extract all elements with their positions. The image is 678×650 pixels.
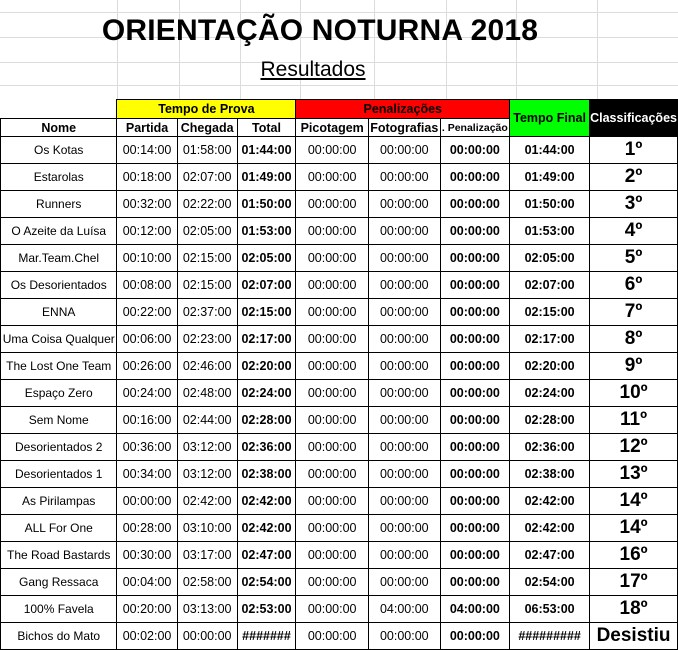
penalizacao-cell: 00:00:00 (440, 299, 510, 326)
picotagem-cell: 00:00:00 (296, 191, 369, 218)
table-row (1, 515, 678, 542)
table-row (1, 353, 678, 380)
classificacao-cell: 12º (590, 434, 678, 461)
header-tempo-final: Tempo Final (510, 100, 590, 137)
total-cell: 02:42:00 (237, 515, 296, 542)
tempo-final-cell: 02:24:00 (510, 380, 590, 407)
partida-cell: 00:14:00 (117, 137, 177, 164)
partida-cell: 00:12:00 (117, 218, 177, 245)
group-header-row (1, 100, 678, 119)
table-row (1, 218, 678, 245)
total-cell: 02:42:00 (237, 488, 296, 515)
classificacao-cell: 14º (590, 488, 678, 515)
picotagem-cell: 00:00:00 (296, 407, 369, 434)
total-cell: 02:47:00 (237, 542, 296, 569)
partida-cell: 00:00:00 (117, 488, 177, 515)
table-row (1, 326, 678, 353)
picotagem-cell: 00:00:00 (296, 380, 369, 407)
header-nome: Nome (1, 119, 117, 137)
total-cell: 02:20:00 (237, 353, 296, 380)
classificacao-cell: 18º (590, 596, 678, 623)
total-cell: 02:38:00 (237, 461, 296, 488)
classificacao-cell: Desistiu (590, 623, 678, 650)
chegada-cell: 00:00:00 (177, 623, 237, 650)
total-cell: 02:24:00 (237, 380, 296, 407)
team-name-cell: Gang Ressaca (1, 569, 117, 596)
total-cell: 02:36:00 (237, 434, 296, 461)
total-cell: 02:54:00 (237, 569, 296, 596)
table-row (1, 272, 678, 299)
team-name-cell: Estarolas (1, 164, 117, 191)
fotografias-cell: 00:00:00 (368, 569, 440, 596)
tempo-final-cell: 02:28:00 (510, 407, 590, 434)
chegada-cell: 02:05:00 (177, 218, 237, 245)
chegada-cell: 02:15:00 (177, 272, 237, 299)
picotagem-cell: 00:00:00 (296, 137, 369, 164)
tempo-final-cell: 01:53:00 (510, 218, 590, 245)
fotografias-cell: 00:00:00 (368, 272, 440, 299)
team-name-cell: Bichos do Mato (1, 623, 117, 650)
penalizacao-cell: 00:00:00 (440, 434, 510, 461)
header-fotografias: Fotografias (370, 120, 439, 135)
fotografias-cell: 00:00:00 (368, 623, 440, 650)
penalizacao-cell: 00:00:00 (440, 218, 510, 245)
chegada-cell: 02:07:00 (177, 164, 237, 191)
picotagem-cell: 00:00:00 (296, 353, 369, 380)
team-name-cell: Desorientados 1 (1, 461, 117, 488)
table-row (1, 407, 678, 434)
partida-cell: 00:02:00 (117, 623, 177, 650)
blank-cell (1, 100, 117, 119)
classificacao-cell: 16º (590, 542, 678, 569)
picotagem-cell: 00:00:00 (296, 488, 369, 515)
partida-cell: 00:26:00 (117, 353, 177, 380)
team-name-cell: Desorientados 2 (1, 434, 117, 461)
penalizacao-cell: 00:00:00 (440, 272, 510, 299)
fotografias-cell: 00:00:00 (368, 299, 440, 326)
tempo-final-cell: 02:17:00 (510, 326, 590, 353)
table-row (1, 137, 678, 164)
picotagem-cell: 00:00:00 (296, 272, 369, 299)
partida-cell: 00:22:00 (117, 299, 177, 326)
total-cell: 01:44:00 (237, 137, 296, 164)
table-row (1, 569, 678, 596)
penalizacao-cell: 00:00:00 (440, 407, 510, 434)
picotagem-cell: 00:00:00 (296, 596, 369, 623)
tempo-final-cell: 01:49:00 (510, 164, 590, 191)
table-row (1, 380, 678, 407)
penalizacao-cell: 00:00:00 (440, 245, 510, 272)
picotagem-cell: 00:00:00 (296, 326, 369, 353)
total-cell: ####### (237, 623, 296, 650)
classificacao-cell: 3º (590, 191, 678, 218)
chegada-cell: 03:12:00 (177, 461, 237, 488)
tempo-final-cell: 02:54:00 (510, 569, 590, 596)
classificacao-cell: 7º (590, 299, 678, 326)
chegada-cell: 03:17:00 (177, 542, 237, 569)
penalizacao-cell: 00:00:00 (440, 353, 510, 380)
header-chegada: Chegada (177, 119, 237, 137)
total-cell: 02:17:00 (237, 326, 296, 353)
total-cell: 02:05:00 (237, 245, 296, 272)
fotografias-cell: 00:00:00 (368, 515, 440, 542)
chegada-cell: 03:13:00 (177, 596, 237, 623)
chegada-cell: 02:15:00 (177, 245, 237, 272)
picotagem-cell: 00:00:00 (296, 623, 369, 650)
partida-cell: 00:16:00 (117, 407, 177, 434)
sheet-gridline (0, 85, 678, 86)
penalizacao-cell: 00:00:00 (440, 380, 510, 407)
classificacao-cell: 4º (590, 218, 678, 245)
fotografias-cell: 00:00:00 (368, 407, 440, 434)
team-name-cell: ALL For One (1, 515, 117, 542)
penalizacao-cell: 00:00:00 (440, 515, 510, 542)
chegada-cell: 02:58:00 (177, 569, 237, 596)
classificacao-cell: 10º (590, 380, 678, 407)
classificacao-cell: 17º (590, 569, 678, 596)
partida-cell: 00:06:00 (117, 326, 177, 353)
total-cell: 02:15:00 (237, 299, 296, 326)
team-name-cell: The Road Bastards (1, 542, 117, 569)
partida-cell: 00:08:00 (117, 272, 177, 299)
chegada-cell: 03:10:00 (177, 515, 237, 542)
picotagem-cell: 00:00:00 (296, 164, 369, 191)
team-name-cell: Os Desorientados (1, 272, 117, 299)
fotografias-cell: 00:00:00 (368, 434, 440, 461)
table-row (1, 488, 678, 515)
picotagem-cell: 00:00:00 (296, 515, 369, 542)
chegada-cell: 02:48:00 (177, 380, 237, 407)
total-cell: 02:28:00 (237, 407, 296, 434)
partida-cell: 00:18:00 (117, 164, 177, 191)
chegada-cell: 03:12:00 (177, 434, 237, 461)
chegada-cell: 01:58:00 (177, 137, 237, 164)
partida-cell: 00:32:00 (117, 191, 177, 218)
partida-cell: 00:36:00 (117, 434, 177, 461)
picotagem-cell: 00:00:00 (296, 542, 369, 569)
classificacao-cell: 8º (590, 326, 678, 353)
picotagem-cell: 00:00:00 (296, 218, 369, 245)
fotografias-cell: 04:00:00 (368, 596, 440, 623)
classificacao-cell: 1º (590, 137, 678, 164)
chegada-cell: 02:46:00 (177, 353, 237, 380)
fotografias-cell: 00:00:00 (368, 488, 440, 515)
penalizacao-cell: 00:00:00 (440, 542, 510, 569)
tempo-final-cell: 02:05:00 (510, 245, 590, 272)
team-name-cell: O Azeite da Luísa (1, 218, 117, 245)
fotografias-cell: 00:00:00 (368, 542, 440, 569)
fotografias-cell: 00:00:00 (368, 218, 440, 245)
page-subtitle: Resultados (260, 58, 366, 81)
team-name-cell: Os Kotas (1, 137, 117, 164)
group-penalizacoes: Penalizações (296, 100, 510, 119)
classificacao-cell: 5º (590, 245, 678, 272)
tempo-final-cell: 02:42:00 (510, 515, 590, 542)
picotagem-cell: 00:00:00 (296, 299, 369, 326)
header-classificacoes: Classificações (590, 100, 678, 137)
penalizacao-cell: 00:00:00 (440, 137, 510, 164)
header-total: Total (237, 119, 296, 137)
page-title: ORIENTAÇÃO NOTURNA 2018 (101, 14, 539, 47)
tempo-final-cell: 01:44:00 (510, 137, 590, 164)
team-name-cell: ENNA (1, 299, 117, 326)
fotografias-cell: 00:00:00 (368, 164, 440, 191)
total-cell: 01:49:00 (237, 164, 296, 191)
tempo-final-cell: 02:20:00 (510, 353, 590, 380)
table-row (1, 623, 678, 650)
chegada-cell: 02:23:00 (177, 326, 237, 353)
team-name-cell: Uma Coisa Qualquer (1, 326, 117, 353)
classificacao-cell: 14º (590, 515, 678, 542)
total-cell: 02:53:00 (237, 596, 296, 623)
tempo-final-cell: ######### (510, 623, 590, 650)
picotagem-cell: 00:00:00 (296, 461, 369, 488)
chegada-cell: 02:42:00 (177, 488, 237, 515)
team-name-cell: Espaço Zero (1, 380, 117, 407)
header-penalizacao: . Penalização (440, 119, 510, 137)
tempo-final-cell: 02:07:00 (510, 272, 590, 299)
fotografias-cell: 00:00:00 (368, 461, 440, 488)
penalizacao-cell: 00:00:00 (440, 191, 510, 218)
classificacao-cell: 9º (590, 353, 678, 380)
table-row (1, 245, 678, 272)
penalizacao-cell: 00:00:00 (440, 326, 510, 353)
penalizacao-cell: 00:00:00 (440, 164, 510, 191)
partida-cell: 00:30:00 (117, 542, 177, 569)
team-name-cell: As Pirilampas (1, 488, 117, 515)
table-row (1, 461, 678, 488)
chegada-cell: 02:22:00 (177, 191, 237, 218)
partida-cell: 00:34:00 (117, 461, 177, 488)
table-row (1, 542, 678, 569)
table-row (1, 596, 678, 623)
tempo-final-cell: 02:38:00 (510, 461, 590, 488)
sheet-gridline (0, 12, 678, 13)
picotagem-cell: 00:00:00 (296, 434, 369, 461)
classificacao-cell: 6º (590, 272, 678, 299)
table-row (1, 299, 678, 326)
penalizacao-cell: 00:00:00 (440, 623, 510, 650)
penalizacao-cell: 00:00:00 (440, 461, 510, 488)
team-name-cell: 100% Favela (1, 596, 117, 623)
chegada-cell: 02:37:00 (177, 299, 237, 326)
fotografias-cell: 00:00:00 (368, 380, 440, 407)
picotagem-cell: 00:00:00 (296, 569, 369, 596)
partida-cell: 00:24:00 (117, 380, 177, 407)
partida-cell: 00:20:00 (117, 596, 177, 623)
tempo-final-cell: 02:15:00 (510, 299, 590, 326)
table-row (1, 164, 678, 191)
header-picotagem: Picotagem (296, 119, 369, 137)
tempo-final-cell: 02:42:00 (510, 488, 590, 515)
tempo-final-cell: 01:50:00 (510, 191, 590, 218)
classificacao-cell: 2º (590, 164, 678, 191)
chegada-cell: 02:44:00 (177, 407, 237, 434)
classificacao-cell: 11º (590, 407, 678, 434)
team-name-cell: Runners (1, 191, 117, 218)
picotagem-cell: 00:00:00 (296, 245, 369, 272)
classificacao-cell: 13º (590, 461, 678, 488)
fotografias-cell: 00:00:00 (368, 245, 440, 272)
total-cell: 01:53:00 (237, 218, 296, 245)
tempo-final-cell: 02:36:00 (510, 434, 590, 461)
table-row (1, 434, 678, 461)
fotografias-cell: 00:00:00 (368, 326, 440, 353)
tempo-final-cell: 06:53:00 (510, 596, 590, 623)
fotografias-cell: 00:00:00 (368, 191, 440, 218)
group-tempo-de-prova: Tempo de Prova (117, 100, 296, 119)
team-name-cell: The Lost One Team (1, 353, 117, 380)
total-cell: 01:50:00 (237, 191, 296, 218)
team-name-cell: Sem Nome (1, 407, 117, 434)
fotografias-cell: 00:00:00 (368, 137, 440, 164)
partida-cell: 00:04:00 (117, 569, 177, 596)
penalizacao-cell: 00:00:00 (440, 569, 510, 596)
penalizacao-cell: 04:00:00 (440, 596, 510, 623)
total-cell: 02:07:00 (237, 272, 296, 299)
table-row (1, 191, 678, 218)
fotografias-cell: 00:00:00 (368, 353, 440, 380)
partida-cell: 00:28:00 (117, 515, 177, 542)
penalizacao-cell: 00:00:00 (440, 488, 510, 515)
tempo-final-cell: 02:47:00 (510, 542, 590, 569)
team-name-cell: Mar.Team.Chel (1, 245, 117, 272)
partida-cell: 00:10:00 (117, 245, 177, 272)
results-table (0, 99, 678, 650)
header-partida: Partida (117, 119, 177, 137)
